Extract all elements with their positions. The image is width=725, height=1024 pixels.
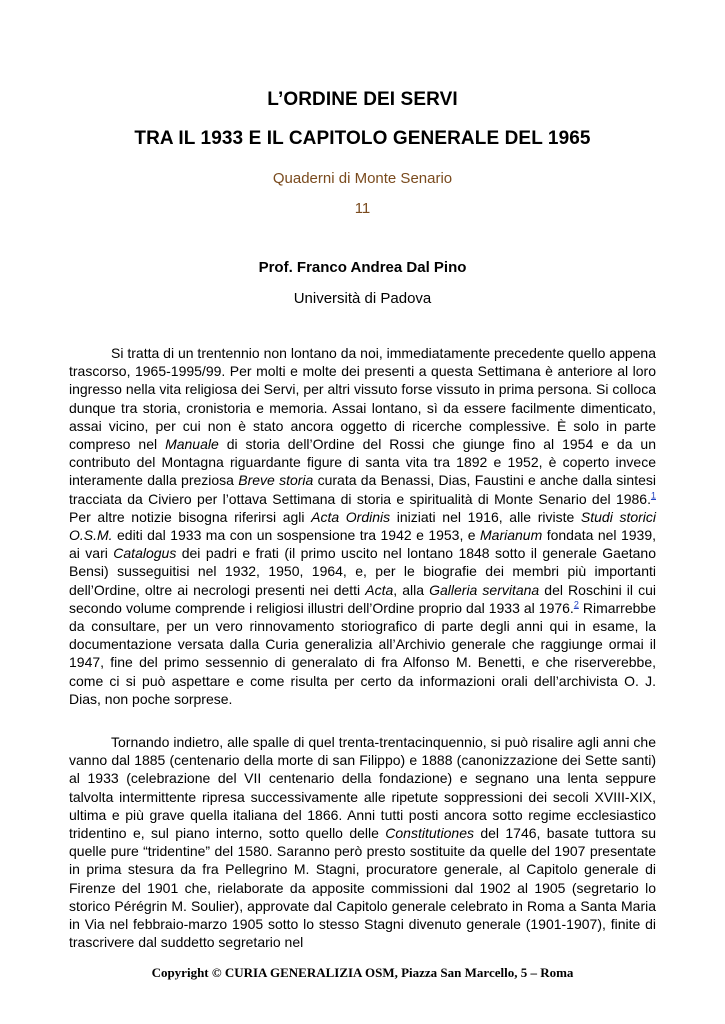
text-run: Per altre notizie bisogna riferirsi agli [69,508,312,525]
footnote-link-2[interactable]: 2 [573,599,579,610]
text-run: fondata nel 1939, ai vari [69,527,656,562]
italic-title: Catalogus [113,545,177,562]
italic-title: Marianum [480,527,543,544]
italic-title: Manuale [165,436,219,453]
footnote-link-1[interactable]: 1 [650,489,656,500]
copyright-footer: Copyright © CURIA GENERALIZIA OSM, Piazza San Marcello, 5 – Roma [151,965,574,980]
text-run: , alla [393,581,430,598]
title-line-1: L’ORDINE DEI SERVI [267,89,458,110]
italic-title: Studi storici O.S.M. [69,508,657,544]
series-name: Quaderni di Monte Senario [272,170,453,187]
italic-title: Galleria servitana [429,581,540,598]
text-run: del Roschini il cui secondo volume comprende i religiosi illustri dell’Ordine proprio dal 1933 al 1976. [69,581,657,616]
italic-title: Acta Ordinis [311,508,391,525]
italic-title: Breve storia [238,472,314,489]
text-run: di storia dell’Ordine del Rossi che giunge fino al 1954 e da un contributo del Montagna riguardante figure di santa vita tra 1892 e 1952, è coperto invece interamente dalla preziosa [69,436,657,489]
text-run: dei padri e frati (il primo uscito nel lontano 1848 sotto il generale Gaetano Bensi) susseguitisi nel 1932, 1950, 1964, e, per le biografie dei membri più importanti dell’Ordine, oltre ai necrologi presenti nei detti [69,545,656,598]
text-run: Si tratta di un trentennio non lontano da noi, immediatamente precedente quello appena trascorso, 1965-1995/99. Per molti e molte dei presenti a questa Settimana è anteriore al loro ingresso nella vita religiosa dei Servi, per altri vissuto forse vissuto in prima persona. Si colloca dunque tra storia, cronistoria e memoria. Assai lontano, sì da essere facilmente dimenticato, assai vicino, per cui non è stato ancora oggetto di ricerche complessive. È solo in parte compreso nel [69,345,656,453]
body-paragraph-2 [69,733,656,951]
body-paragraph-1 [69,344,656,708]
italic-title: Acta [365,581,394,598]
text-run: editi dal 1933 ma con un sospensione tra 1942 e 1953, e [112,527,481,544]
author-name: Prof. Franco Andrea Dal Pino [258,259,467,276]
text-run: Rimarrebbe da consultare, per un vero rinnovamento storiografico di parte degli anni qui in esame, la documentazione versata dalla Curia generalizia all’Archivio generale che raggiunge ormai il 1947, fine del primo sessennio di generalato di fra Alfonso M. Benetti, e che riserverebbe, come ci si può aspettare e come risulta per certo da informazioni orali dell’archivista O. J. Dias, non poche sorprese. [69,599,656,707]
text-run: Tornando indietro, alle spalle di quel trenta-trentacinquennio, si può risalire agli anni che vanno dal 1885 (centenario della morte di san Filippo) e 1888 (canonizzazione dei Sette santi) al 1933 (celebrazione del VII centenario della fondazione) e segnano una lenta seppure talvolta intermittente ripresa successivamente alle ripetute soppressioni dei secoli XVIII-XIX, ultima e più grave quella italiana del 1866. Anni tutti posti ancora sotto regime ecclesiastico tridentino e, sul piano interno, sotto quello delle [69,734,656,842]
text-run: curata da Benassi, Dias, Faustini e anche dalla sintesi tracciata da Civiero per l’ottava Settimana di storia e spiritualità di Monte Senario del 1986. [69,472,656,507]
text-run: iniziati nel 1916, alle riviste [390,508,581,525]
italic-title: Constitutiones [385,825,474,842]
title-line-2: TRA IL 1933 E IL CAPITOLO GENERALE DEL 1965 [134,128,591,149]
series-number: 11 [354,200,371,217]
author-affiliation: Università di Padova [293,290,432,307]
text-run: del 1746, basate tuttora su quelle pure “tridentine” del 1580. Saranno però presto sostituite da quelle del 1907 presentate in prima stesura da fra Pellegrino M. Stagni, procuratore generale, al Capitolo generale di Firenze del 1901 che, rielaborate da apposite commissioni dal 1902 al 1905 (segretario lo storico Pérégrin M. Soulier), approvate dal Capitolo generale celebrato in Roma a Santa Maria in Via nel febbraio-marzo 1905 sotto lo stesso Stagni divenuto generale (1901-1907), finite di trascrivere dal suddetto segretario nel [69,825,656,951]
